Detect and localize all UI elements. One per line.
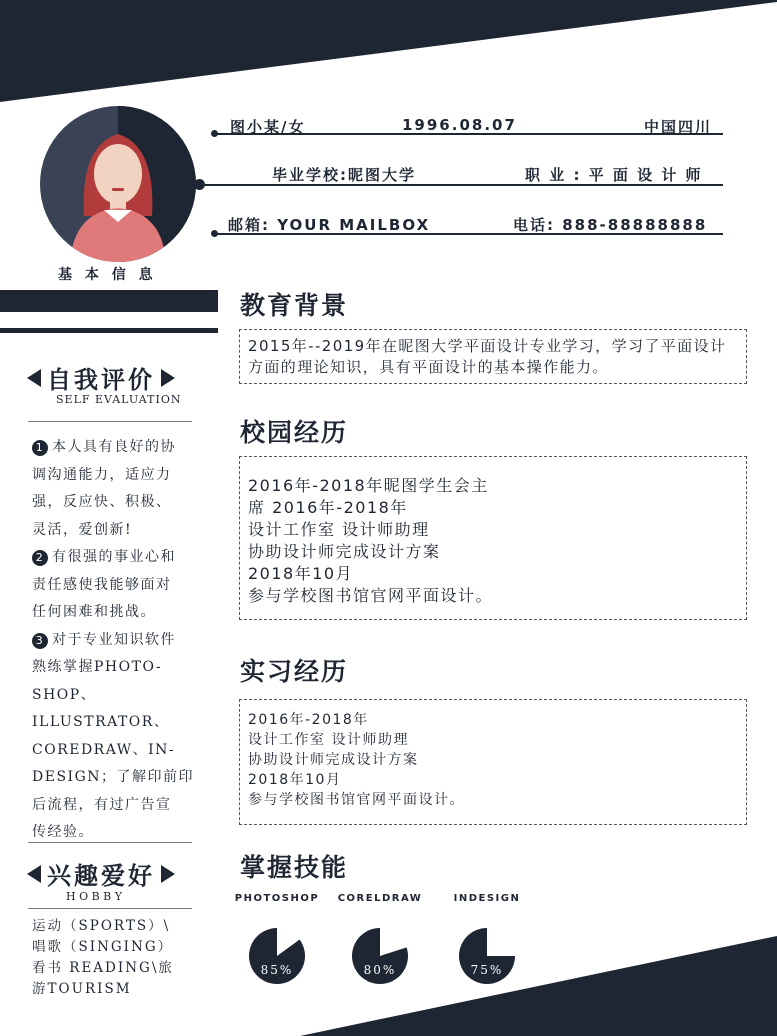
- arrow-left-icon: [27, 865, 41, 883]
- hobby-line: 唱歌（SINGING）: [32, 939, 174, 955]
- self-eval-text: SHOP、ILLUSTRATOR、: [32, 686, 170, 730]
- campus-line: 协助设计师完成设计方案: [248, 542, 441, 561]
- arrow-right-icon: [161, 369, 175, 387]
- self-eval-text: 后流程，有过广告宣: [32, 796, 172, 813]
- self-eval-list: [32, 434, 202, 847]
- self-eval-title: [27, 360, 175, 395]
- campus-line: 席 2016年-2018年: [248, 498, 408, 517]
- self-eval-line: [32, 599, 202, 627]
- internship-line: 2016年-2018年: [248, 712, 369, 728]
- skills-title: 掌握技能: [240, 853, 349, 882]
- campus-line: 2018年10月: [248, 564, 354, 583]
- skill-pie-chart: [325, 906, 435, 988]
- skill-pie-chart: [432, 906, 542, 988]
- self-eval-line: [32, 792, 202, 820]
- phone: 电话: 888-88888888: [513, 216, 708, 234]
- divider-line: [28, 908, 192, 909]
- job-title: 职 业 : 平 面 设 计 师: [525, 166, 703, 184]
- skill-name: CORELDRAW: [337, 893, 423, 904]
- skill-percent: 80%: [363, 963, 397, 977]
- self-eval-text: 熟练掌握PHOTO-: [32, 659, 163, 675]
- skill-item: [432, 893, 542, 988]
- self-eval-line: [32, 517, 202, 545]
- self-eval-line: [32, 572, 202, 600]
- hobby-list: [32, 916, 174, 1000]
- top-band: [0, 0, 777, 102]
- self-eval-line: [32, 627, 202, 655]
- hobby-heading: 兴趣爱好: [47, 862, 155, 890]
- divider-line: [28, 421, 192, 422]
- self-eval-text: 传经验。: [32, 824, 94, 840]
- number-badge-icon: 2: [32, 550, 48, 566]
- self-eval-text: 对于专业知识软件: [52, 631, 176, 648]
- skill-pie-chart: [222, 906, 332, 988]
- self-eval-text: 责任感使我能够面对: [32, 576, 172, 593]
- self-eval-line: [32, 654, 202, 682]
- skill-item: [325, 893, 435, 988]
- internship-box: [239, 699, 747, 825]
- number-badge-icon: 3: [32, 633, 48, 649]
- birthdate: 1996.08.07: [402, 116, 517, 134]
- internship-title: 实习经历: [240, 657, 349, 686]
- skill-name: INDESIGN: [453, 893, 521, 904]
- accent-bar: [0, 290, 218, 312]
- internship-line: 设计工作室 设计师助理: [248, 732, 409, 748]
- campus-line: 2016年-2018年昵图学生会主: [248, 476, 489, 495]
- self-eval-text: 任何困难和挑战。: [32, 604, 156, 620]
- skill-item: [222, 893, 332, 988]
- self-eval-text: 本人具有良好的协: [52, 439, 176, 455]
- basic-info-label: 基 本 信 息: [58, 267, 157, 283]
- education-box: [239, 329, 747, 384]
- skill-name: PHOTOSHOP: [234, 893, 320, 904]
- self-eval-text: 调沟通能力，适应力: [32, 466, 172, 483]
- education-title: 教育背景: [240, 291, 349, 320]
- number-badge-icon: 1: [32, 440, 48, 456]
- self-eval-text: 灵活，爱创新!: [32, 521, 133, 538]
- self-eval-text: 强，反应快、积极、: [32, 494, 172, 510]
- self-eval-heading: 自我评价: [47, 366, 155, 394]
- hobby-line: 运动（SPORTS）\: [32, 918, 171, 934]
- self-eval-line: [32, 544, 202, 572]
- divider-line: [28, 842, 192, 843]
- location: 中国四川: [644, 118, 713, 136]
- internship-line: 2018年10月: [248, 772, 342, 788]
- campus-line: 设计工作室 设计师助理: [248, 520, 430, 539]
- education-text: 2015年--2019年在昵图大学平面设计专业学习，学习了平面设计方面的理论知识，具有平面设计的基本操作能力。: [248, 337, 727, 376]
- name-gender: 图小某/女: [230, 118, 306, 136]
- skill-percent: 75%: [470, 963, 504, 977]
- hobby-title: [27, 856, 175, 891]
- arrow-left-icon: [27, 369, 41, 387]
- self-eval-text: COREDRAW、IN-: [32, 741, 176, 758]
- avatar: [40, 106, 196, 262]
- self-eval-line: [32, 462, 202, 490]
- self-eval-text: 有很强的事业心和: [52, 549, 176, 565]
- internship-line: 协助设计师完成设计方案: [248, 752, 419, 768]
- self-eval-text: DESIGN；了解印前印: [32, 769, 194, 785]
- internship-line: 参与学校图书馆官网平面设计。: [248, 792, 465, 808]
- self-eval-subtitle: SELF EVALUATION: [56, 393, 182, 406]
- self-eval-line: [32, 764, 202, 792]
- hobby-line: 看书 READING\旅: [32, 960, 174, 976]
- campus-box: [239, 456, 747, 620]
- skill-percent: 85%: [260, 963, 294, 977]
- hobby-subtitle: H O B B Y: [66, 890, 123, 903]
- school: 毕业学校:昵图大学: [272, 166, 416, 184]
- accent-line: [0, 328, 218, 333]
- campus-title: 校园经历: [240, 418, 349, 447]
- arrow-right-icon: [161, 865, 175, 883]
- email: 邮箱: YOUR MAILBOX: [228, 216, 431, 234]
- campus-line: 参与学校图书馆官网平面设计。: [248, 586, 494, 605]
- self-eval-line: [32, 434, 202, 462]
- hobby-line: 游TOURISM: [32, 981, 132, 997]
- self-eval-line: [32, 682, 202, 737]
- self-eval-line: [32, 489, 202, 517]
- self-eval-line: [32, 737, 202, 765]
